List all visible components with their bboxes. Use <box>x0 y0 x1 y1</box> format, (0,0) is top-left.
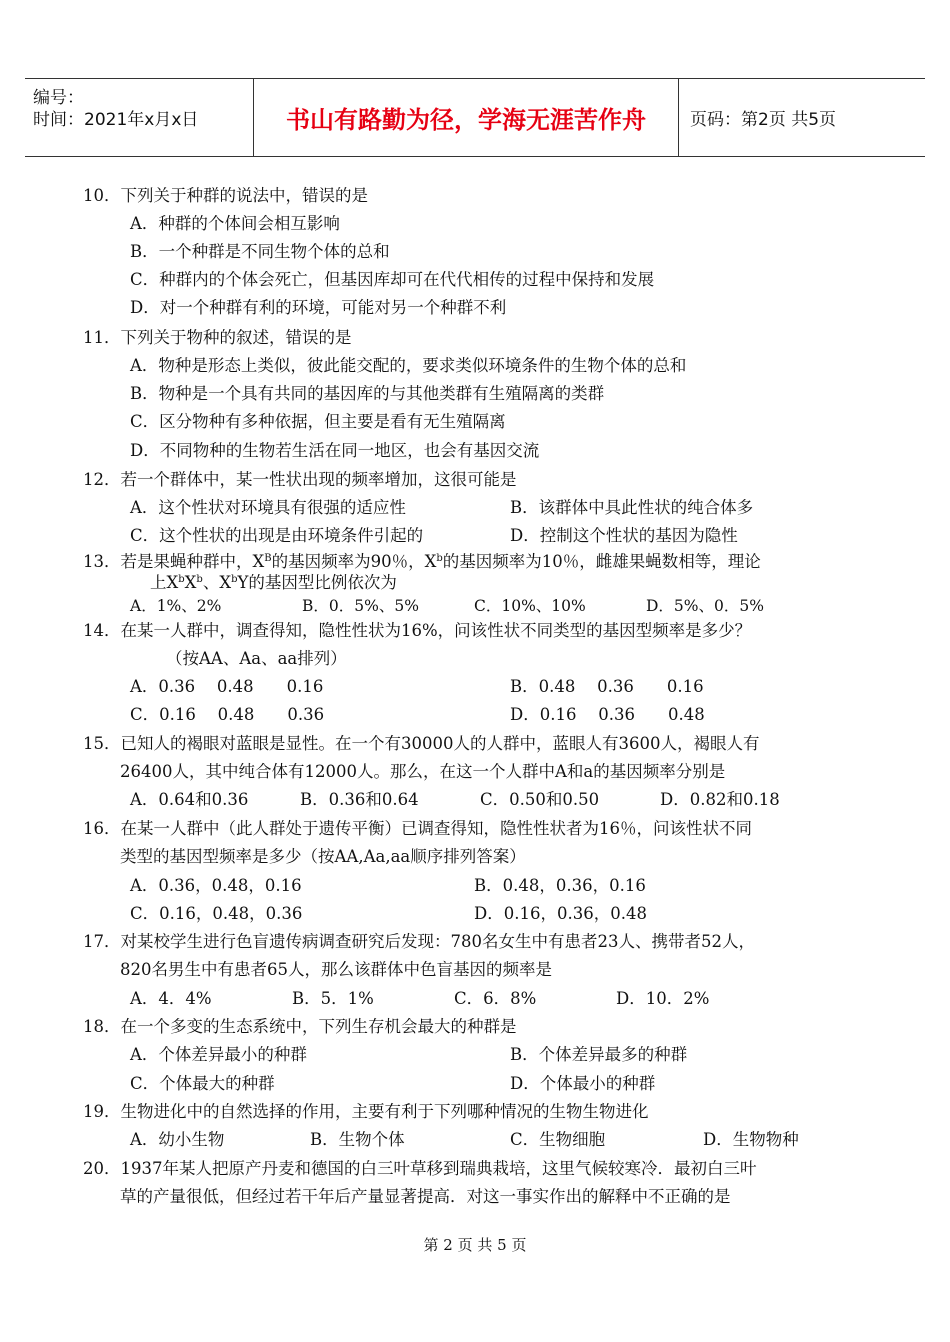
question-15: 15．已知人的褐眼对蓝眼是显性。在一个有30000人的人群中，蓝眼人有3600人，褐眼人有 <box>83 734 760 753</box>
option-10-b: B．一个种群是不同生物个体的总和 <box>130 242 390 261</box>
option-10-d: D．对一个种群有利的环境，可能对另一个种群不利 <box>130 298 507 317</box>
option-13-b: B．0．5%、5% <box>302 597 419 615</box>
option-17-a: A．4．4% <box>130 989 212 1008</box>
option-14-c: C．0.16 0.48 0.36 <box>130 705 325 724</box>
option-10-c: C．种群内的个体会死亡，但基因库却可在代代相传的过程中保持和发展 <box>130 270 655 289</box>
time-label: 时间：2021年x月x日 <box>33 110 199 130</box>
q13-sup-2: b <box>436 553 443 564</box>
option-17-d: D．10．2% <box>616 989 710 1008</box>
question-16: 16．在某一人群中（此人群处于遗传平衡）已调查得知，隐性性状者为16％，问该性状不同 <box>83 819 752 838</box>
q13-text-3: 的基因频率为10％，雌雄果蝇数相等，理论 <box>442 552 761 571</box>
page-info: 页码：第2页 共5页 <box>690 110 837 130</box>
q13b-text-2: X <box>184 573 197 592</box>
q13b-sup-3: b <box>231 574 238 585</box>
question-14-note: （按AA、Aa、aa排列） <box>166 649 347 668</box>
question-16-cont: 类型的基因型频率是多少（按AA,Aa,aa顺序排列答案） <box>120 847 526 866</box>
option-16-a: A．0.36，0.48，0.16 <box>130 876 302 895</box>
option-19-d: D．生物物种 <box>703 1130 799 1149</box>
question-20-cont: 草的产量很低，但经过若干年后产量显著提高．对这一事实作出的解释中不正确的是 <box>120 1187 731 1206</box>
option-16-c: C．0.16，0.48，0.36 <box>130 904 303 923</box>
question-13 <box>83 551 761 573</box>
question-17: 17．对某校学生进行色盲遗传病调查研究后发现：780名女生中有患者23人、携带者52人， <box>83 932 755 951</box>
page-header <box>25 78 925 157</box>
option-16-d: D．0.16，0.36，0.48 <box>474 904 647 923</box>
q13b-sup-2: b <box>196 574 203 585</box>
motto-banner: 书山有路勤为径，学海无涯苦作舟 <box>253 79 679 156</box>
option-11-c: C．区分物种有多种依据，但主要是看有无生殖隔离 <box>130 412 506 431</box>
question-11: 11．下列关于物种的叙述，错误的是 <box>83 328 352 347</box>
option-14-d: D．0.16 0.36 0.48 <box>510 705 705 724</box>
option-15-d: D．0.82和0.18 <box>660 790 780 809</box>
option-11-a: A．物种是形态上类似，彼此能交配的，要求类似环境条件的生物个体的总和 <box>130 356 687 375</box>
option-18-c: C．个体最大的种群 <box>130 1074 275 1093</box>
question-15-cont: 26400人，其中纯合体有12000人。那么，在这一个人群中A和a的基因频率分别是 <box>120 762 726 781</box>
question-10: 10．下列关于种群的说法中，错误的是 <box>83 186 368 205</box>
option-13-c: C．10%、10% <box>474 597 586 615</box>
option-12-b: B．该群体中具此性状的纯合体多 <box>510 498 754 517</box>
q13-text-2: 的基因频率为90％，X <box>271 552 437 571</box>
option-14-a: A．0.36 0.48 0.16 <box>130 677 324 696</box>
option-14-b: B．0.48 0.36 0.16 <box>510 677 704 696</box>
option-19-b: B．生物个体 <box>310 1130 405 1149</box>
option-18-a: A．个体差异最小的种群 <box>130 1045 307 1064</box>
q13b-text-4: Y的基因型比例依次为 <box>237 573 397 592</box>
option-13-d: D．5%、0．5% <box>646 597 764 615</box>
option-15-b: B．0.36和0.64 <box>300 790 419 809</box>
option-17-c: C．6．8% <box>454 989 537 1008</box>
header-left-cell <box>25 79 253 156</box>
question-13-cont <box>150 572 397 594</box>
option-18-d: D．个体最小的种群 <box>510 1074 656 1093</box>
option-16-b: B．0.48，0.36，0.16 <box>474 876 646 895</box>
option-12-c: C．这个性状的出现是由环境条件引起的 <box>130 526 424 545</box>
option-11-d: D．不同物种的生物若生活在同一地区，也会有基因交流 <box>130 441 540 460</box>
option-17-b: B．5．1% <box>292 989 374 1008</box>
option-15-c: C．0.50和0.50 <box>480 790 600 809</box>
question-14: 14．在某一人群中，调查得知，隐性性状为16%，问该性状不同类型的基因型频率是多少？ <box>83 621 752 640</box>
question-12: 12．若一个群体中，某一性状出现的频率增加，这很可能是 <box>83 470 517 489</box>
question-18: 18．在一个多变的生态系统中，下列生存机会最大的种群是 <box>83 1017 517 1036</box>
option-13-a: A．1%、2% <box>130 597 222 615</box>
option-12-d: D．控制这个性状的基因为隐性 <box>510 526 738 545</box>
option-12-a: A．这个性状对环境具有很强的适应性 <box>130 498 406 517</box>
question-19: 19．生物进化中的自然选择的作用，主要有利于下列哪种情况的生物生物进化 <box>83 1102 649 1121</box>
option-11-b: B．物种是一个具有共同的基因库的与其他类群有生殖隔离的类群 <box>130 384 605 403</box>
page-footer: 第 2 页 共 5 页 <box>423 1236 527 1254</box>
q13b-text-1: 上X <box>150 573 179 592</box>
question-17-cont: 820名男生中有患者65人，那么该群体中色盲基因的频率是 <box>120 960 552 979</box>
q13-sup-1: B <box>264 553 272 564</box>
option-18-b: B．个体差异最多的种群 <box>510 1045 688 1064</box>
q13b-text-3: 、X <box>202 573 232 592</box>
option-15-a: A．0.64和0.36 <box>130 790 249 809</box>
serial-label: 编号： <box>33 88 84 108</box>
q13b-sup-1: b <box>178 574 185 585</box>
question-20: 20．1937年某人把原产丹麦和德国的白三叶草移到瑞典栽培，这里气候较寒冷．最初白三叶 <box>83 1159 757 1178</box>
option-19-c: C．生物细胞 <box>510 1130 606 1149</box>
option-19-a: A．幼小生物 <box>130 1130 225 1149</box>
q13-text-1: 13．若是果蝇种群中，X <box>83 552 265 571</box>
option-10-a: A．种群的个体间会相互影响 <box>130 214 340 233</box>
